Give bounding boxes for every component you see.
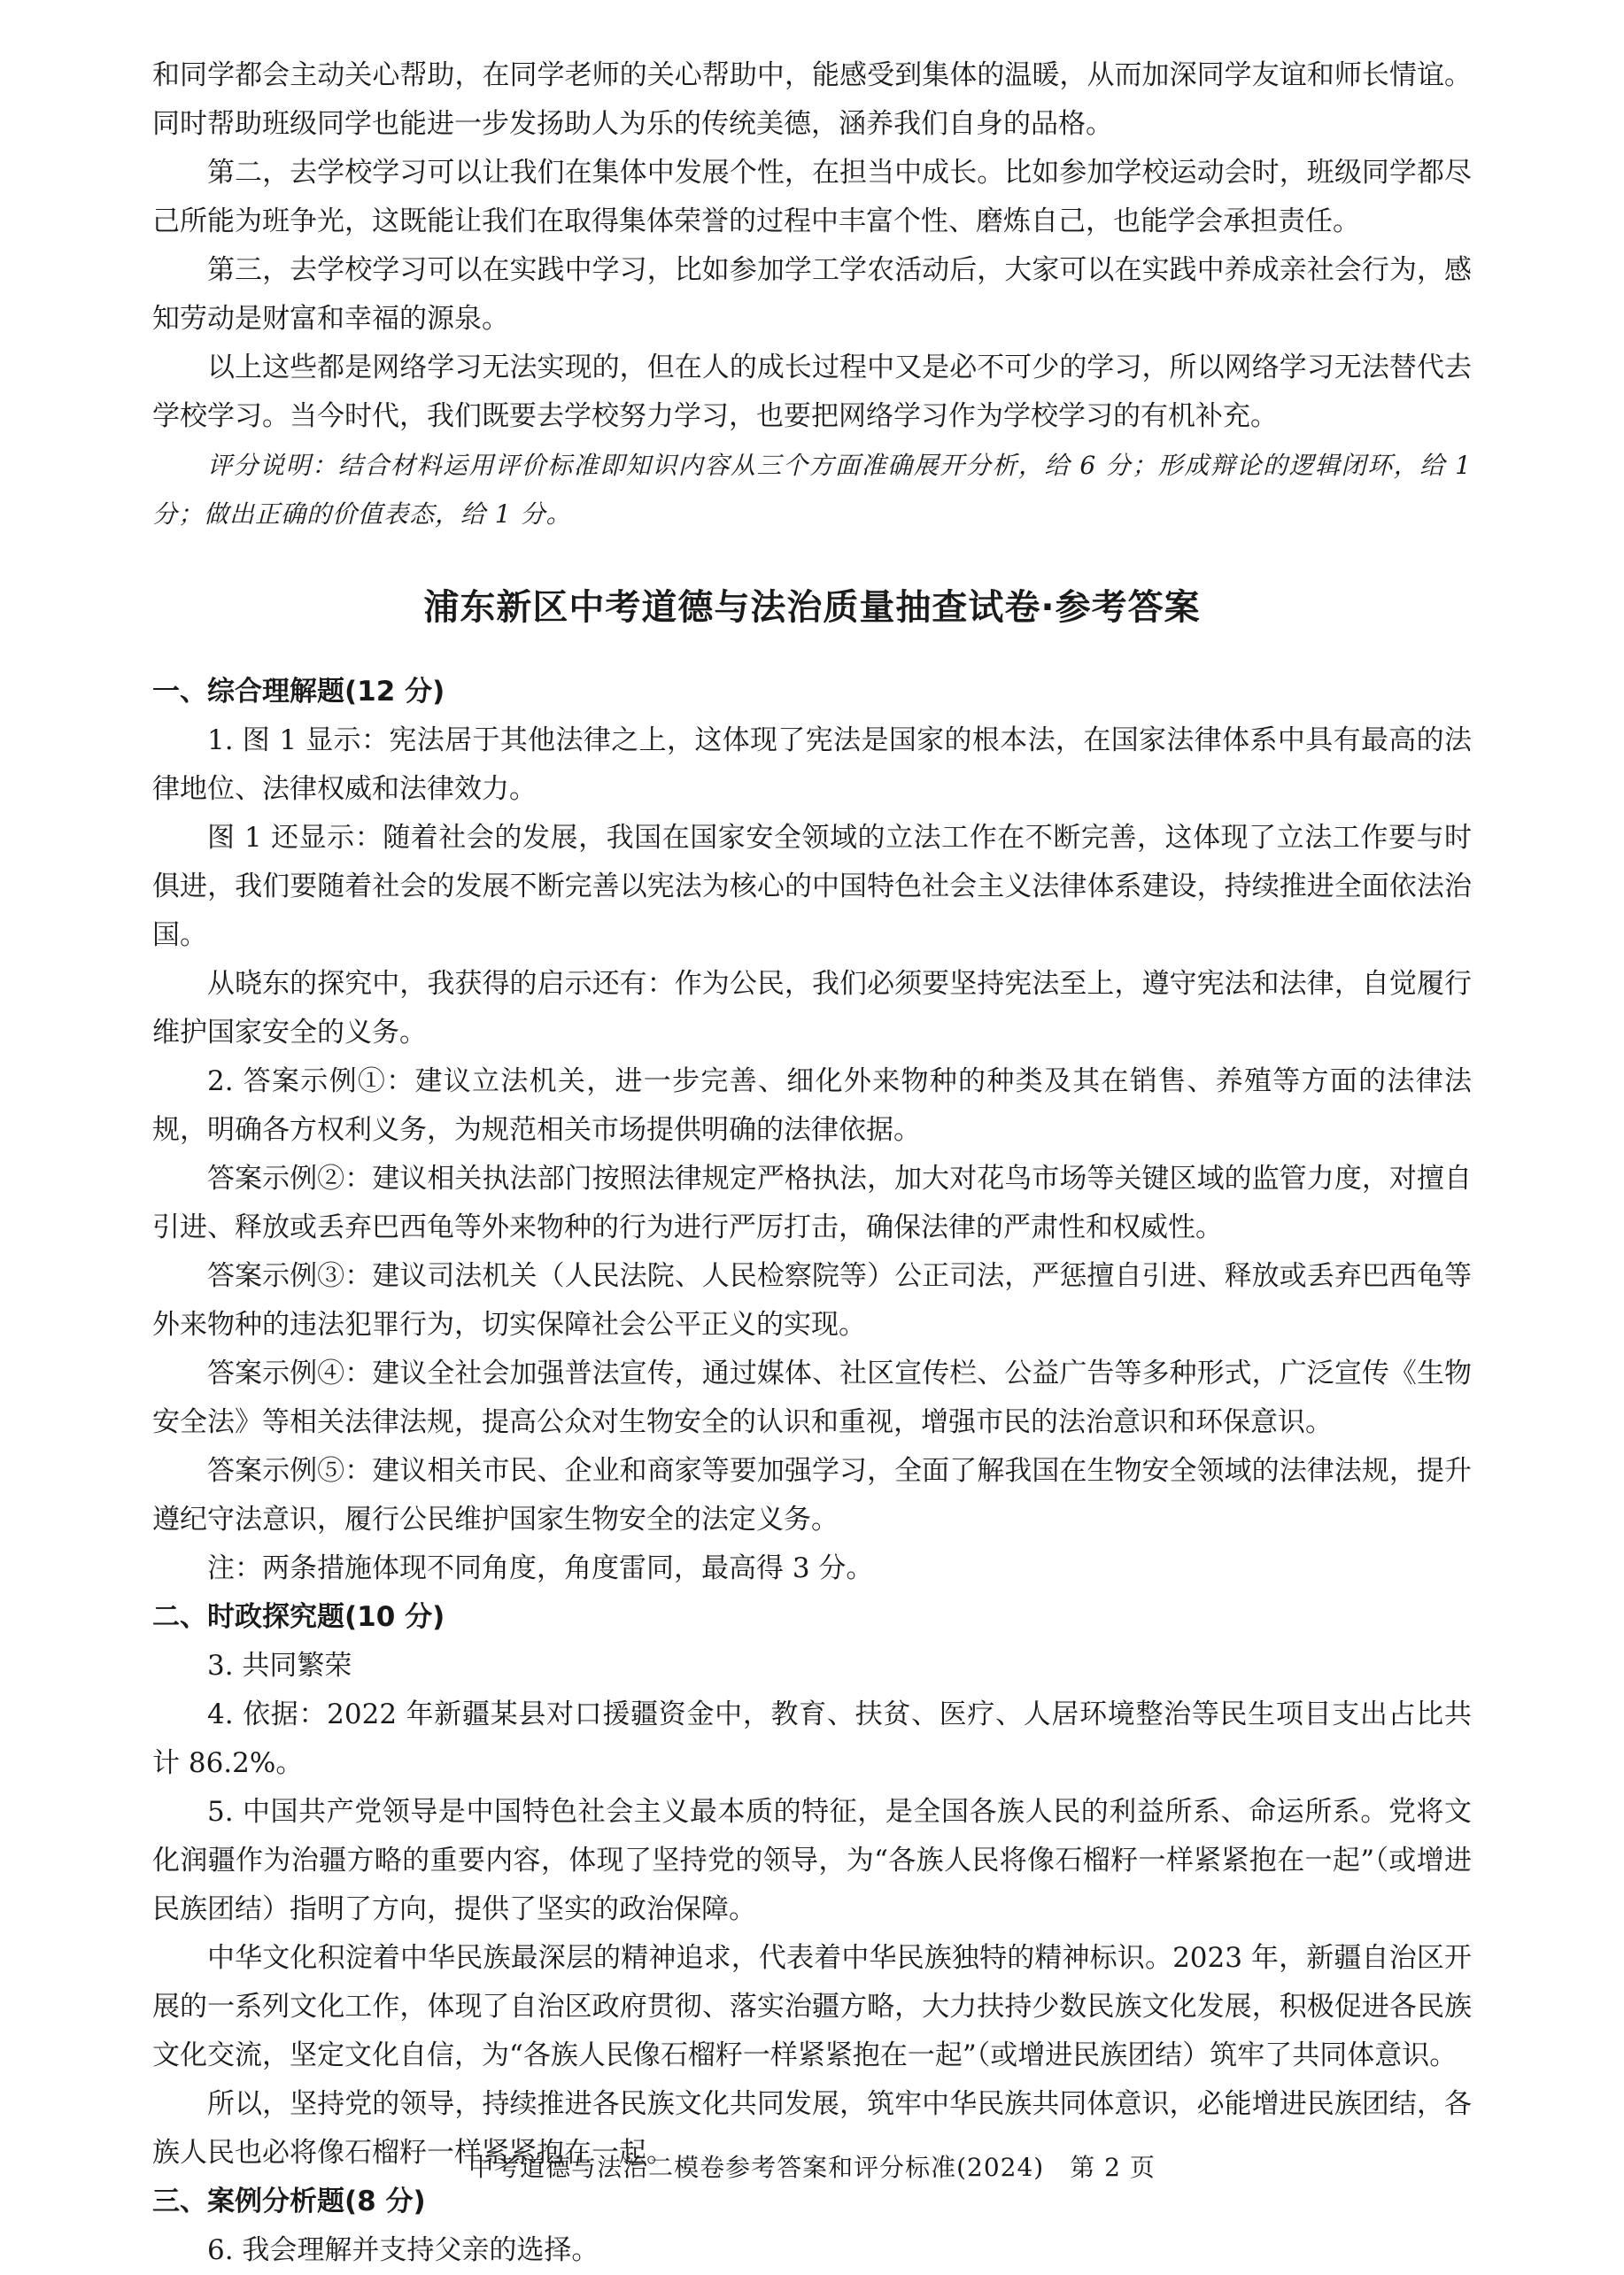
answer-paragraph: 答案示例⑤：建议相关市民、企业和商家等要加强学习，全面了解我国在生物安全领域的法律法规，提升遵纪守法意识，履行公民维护国家生物安全的法定义务。 [152, 1455, 1472, 1536]
answer-paragraph: 答案示例④：建议全社会加强普法宣传，通过媒体、社区宣传栏、公益广告等多种形式，广泛宣传《生物安全法》等相关法律法规，提高公众对生物安全的认识和重视，增强市民的法治意识和环保意识。 [152, 1358, 1472, 1438]
section-heading-current-affairs: 二、时政探究题(10 分) [152, 1601, 445, 1633]
paragraph-second-point: 第二，去学校学习可以让我们在集体中发展个性，在担当中成长。比如参加学校运动会时，班级同学都尽己所能为班争光，这既能让我们在取得集体荣誉的过程中丰富个性、磨炼自己，也能学会承担责任。 [152, 157, 1472, 237]
page-content [152, 51, 1472, 2275]
answer-paragraph: 2. 答案示例①：建议立法机关，进一步完善、细化外来物种的种类及其在销售、养殖等方面的法律法规，明确各方权利义务，为规范相关市场提供明确的法律依据。 [152, 1065, 1472, 1146]
paragraph-continuation: 和同学都会主动关心帮助，在同学老师的关心帮助中，能感受到集体的温暖，从而加深同学友谊和师长情谊。同时帮助班级同学也能进一步发扬助人为乐的传统美德，涵养我们自身的品格。 [152, 59, 1472, 140]
paragraph-conclusion: 以上这些都是网络学习无法实现的，但在人的成长过程中又是必不可少的学习，所以网络学习无法替代去学校学习。当今时代，我们既要去学校努力学习，也要把网络学习作为学校学习的有机补充。 [152, 352, 1472, 432]
section-heading-case-analysis: 三、案例分析题(8 分) [152, 2186, 426, 2217]
answer-paragraph: 1. 图 1 显示：宪法居于其他法律之上，这体现了宪法是国家的根本法，在国家法律体系中具有最高的法律地位、法律权威和法律效力。 [152, 724, 1472, 805]
answer-paragraph: 6. 我会理解并支持父亲的选择。 [207, 2234, 599, 2266]
answer-note: 注：两条措施体现不同角度，角度雷同，最高得 3 分。 [207, 1552, 874, 1584]
answer-paragraph: 图 1 还显示：随着社会的发展，我国在国家安全领域的立法工作在不断完善，这体现了立法工作要与时俱进，我们要随着社会的发展不断完善以宪法为核心的中国特色社会主义法律体系建设，持续推进全面依法治国。 [152, 822, 1472, 951]
answer-paragraph: 中华文化积淀着中华民族最深层的精神追求，代表着中华民族独特的精神标识。2023 年，新疆自治区开展的一系列文化工作，体现了自治区政府贯彻、落实治疆方略，大力扶持少数民族文化发展，积极促进各民族文化交流，坚定文化自信，为“各族人民像石榴籽一样紧紧抱在一起”（或增进民族团结）筑牢了共同体意识。 [152, 1942, 1472, 2071]
answer-paragraph: 5. 中国共产党领导是中国特色社会主义最本质的特征，是全国各族人民的利益所系、命运所系。党将文化润疆作为治疆方略的重要内容，体现了坚持党的领导，为“各族人民将像石榴籽一样紧紧抱在一起”（或增进民族团结）指明了方向，提供了坚实的政治保障。 [152, 1796, 1472, 1925]
answer-paragraph: 答案示例③：建议司法机关（人民法院、人民检察院等）公正司法，严惩擅自引进、释放或丢弃巴西龟等外来物种的违法犯罪行为，切实保障社会公平正义的实现。 [152, 1260, 1472, 1341]
answer-paragraph: 答案示例②：建议相关执法部门按照法律规定严格执法，加大对花鸟市场等关键区域的监管力度，对擅自引进、释放或丢弃巴西龟等外来物种的行为进行严厉打击，确保法律的严肃性和权威性。 [152, 1163, 1472, 1243]
answer-paragraph: 3. 共同繁荣 [207, 1650, 352, 1682]
section-heading-comprehensive: 一、综合理解题(12 分) [152, 676, 445, 708]
answer-paragraph: 从晓东的探究中，我获得的启示还有：作为公民，我们必须要坚持宪法至上，遵守宪法和法律，自觉履行维护国家安全的义务。 [152, 968, 1472, 1049]
answer-key-title: 浦东新区中考道德与法治质量抽查试卷·参考答案 [423, 587, 1201, 628]
paragraph-third-point: 第三，去学校学习可以在实践中学习，比如参加学工学农活动后，大家可以在实践中养成亲社会行为，感知劳动是财富和幸福的源泉。 [152, 254, 1472, 335]
page-footer: 中考道德与法治二模卷参考答案和评分标准(2024) 第 2 页 [468, 2153, 1156, 2182]
scoring-note: 评分说明：结合材料运用评价标准即知识内容从三个方面准确展开分析，给 6 分；形成辩论的逻辑闭环，给 1 分；做出正确的价值表态，给 1 分。 [152, 451, 1472, 529]
answer-paragraph: 4. 依据：2022 年新疆某县对口援疆资金中，教育、扶贫、医疗、人居环境整治等民生项目支出占比共计 86.2%。 [152, 1699, 1472, 1779]
answer-paragraph: 所以，坚持党的领导，持续推进各民族文化共同发展，筑牢中华民族共同体意识，必能增进民族团结，各族人民也必将像石榴籽一样紧紧抱在一起。 [152, 2088, 1472, 2169]
